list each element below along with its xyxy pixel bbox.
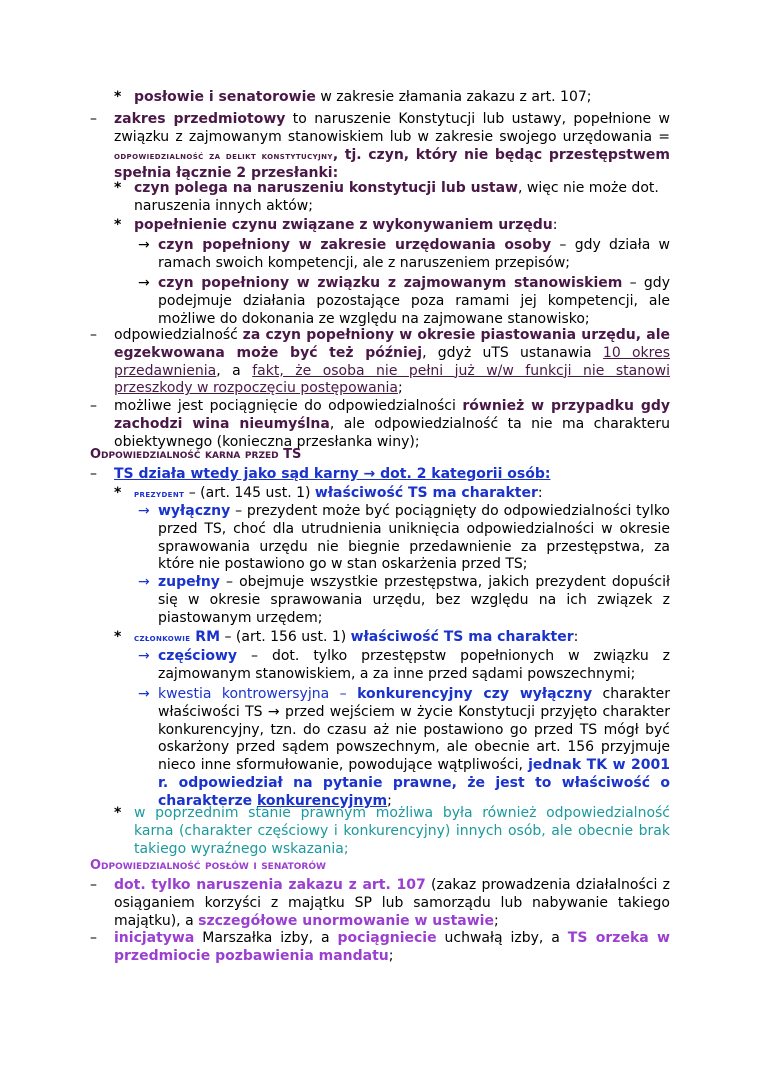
paragraph: TS działa wtedy jako sąd karny → dot. 2 kategorii osób: bbox=[114, 466, 551, 482]
dash-bullet: – bbox=[90, 466, 97, 482]
paragraph: członkowie RM – (art. 156 ust. 1) właściwość TS ma charakter: bbox=[134, 629, 579, 645]
section-heading: Odpowiedzialność posłów i senatorów bbox=[90, 858, 326, 873]
paragraph: kwestia kontrowersyjna – konkurencyjny czy wyłączny charakter właściwości TS → przed wejściem w życie Konstytucji przyjęto charakter konkurencyjny, tzn. do czasu aż nie postawiono go przed TS mógł być oskarżony przed sądem powszechnym, ale obecnie art. 156 przyjmuje nieco inne sformułowanie, powodujące wątpliwości, jednak TK w 2001 r. odpowiedział na pytanie prawne, że jest to właściwość o charakterze konkurencyjnym; bbox=[158, 686, 671, 809]
paragraph: możliwe jest pociągnięcie do odpowiedzialności również w przypadku gdy zachodzi wina nieumyślna, ale odpowiedzialność ta nie ma charakteru obiektywnego (konieczna przesłanka winy); bbox=[114, 398, 670, 450]
paragraph: posłowie i senatorowie w zakresie złamania zakazu z art. 107; bbox=[134, 89, 592, 105]
paragraph: zakres przedmiotowy to naruszenie Konstytucji lub ustawy, popełnione w związku z zajmowanym stanowiskiem lub w zakresie swojego urzędowania = odpowiedzialność za delikt konstytucyjny, tj. czyn, który nie będąc przestępstwem spełnia łącznie 2 przesłanki: bbox=[114, 111, 670, 182]
paragraph: dot. tylko naruszenia zakazu z art. 107 (zakaz prowadzenia działalności z osiąganiem korzyści z majątku SP lub samorządu lub nabywanie takiego majątku), a szczegółowe unormowanie w ustawie; bbox=[114, 877, 671, 929]
paragraph: popełnienie czynu związane z wykonywaniem urzędu: bbox=[134, 217, 558, 233]
star-bullet: * bbox=[114, 89, 122, 105]
paragraph: częściowy – dot. tylko przestępstw popełnionych w związku z zajmowanym stanowiskiem, a za inne przed sądami powszechnymi; bbox=[158, 648, 670, 682]
paragraph: zupełny – obejmuje wszystkie przestępstwa, jakich prezydent dopuścił się w okresie sprawowania urzędu, bez względu na ich związek z piastowanym urzędem; bbox=[158, 574, 670, 626]
dash-bullet: – bbox=[90, 930, 97, 946]
star-bullet: * bbox=[114, 180, 122, 196]
arrow-bullet: → bbox=[138, 574, 150, 590]
star-bullet: * bbox=[114, 485, 122, 501]
paragraph: czyn polega na naruszeniu konstytucji lub ustaw, więc nie może dot. naruszenia innych aktów; bbox=[134, 180, 659, 214]
arrow-bullet: → bbox=[138, 648, 150, 664]
paragraph: w poprzednim stanie prawnym możliwa była również odpowiedzialność karna (charakter częściowy i konkurencyjny) innych osób, ale obecnie brak takiego wyraźnego wskazania; bbox=[134, 805, 670, 857]
paragraph: odpowiedzialność za czyn popełniony w okresie piastowania urzędu, ale egzekwowana może być też później, gdyż uTS ustanawia 10 okres przedawnienia, a fakt, że osoba nie pełni już w/w funkcji nie stanowi przeszkody w rozpoczęciu postępowania; bbox=[114, 327, 671, 397]
arrow-bullet: → bbox=[138, 237, 150, 253]
dash-bullet: – bbox=[90, 111, 97, 127]
paragraph: czyn popełniony w zakresie urzędowania osoby – gdy działa w ramach swoich kompetencji, ale z naruszeniem przepisów; bbox=[158, 237, 670, 271]
dash-bullet: – bbox=[90, 327, 97, 343]
arrow-bullet: → bbox=[138, 503, 150, 519]
arrow-bullet: → bbox=[138, 275, 150, 291]
dash-bullet: – bbox=[90, 877, 97, 893]
star-bullet: * bbox=[114, 805, 122, 821]
dash-bullet: – bbox=[90, 398, 97, 414]
arrow-bullet: → bbox=[138, 686, 150, 702]
paragraph: czyn popełniony w związku z zajmowanym stanowiskiem – gdy podejmuje działania pozostające poza ramami jej kompetencji, ale możliwe do dokonania ze względu na zajmowane stanowisko; bbox=[158, 275, 670, 327]
paragraph: inicjatywa Marszałka izby, a pociągniecie uchwałą izby, a TS orzeka w przedmiocie pozbawienia mandatu; bbox=[114, 930, 670, 964]
paragraph: prezydent – (art. 145 ust. 1) właściwość TS ma charakter: bbox=[134, 485, 543, 501]
paragraph: wyłączny – prezydent może być pociągnięty do odpowiedzialności tylko przed TS, choć dla utrudnienia uniknięcia odpowiedzialności w okresie sprawowania urzędu nie biegnie przedawnienie za przestępstwa, za które nie postawiono go w stan oskarżenia przed TS; bbox=[158, 503, 670, 573]
section-heading: Odpowiedzialność karna przed TS bbox=[90, 447, 302, 462]
star-bullet: * bbox=[114, 217, 122, 233]
star-bullet: * bbox=[114, 629, 122, 645]
